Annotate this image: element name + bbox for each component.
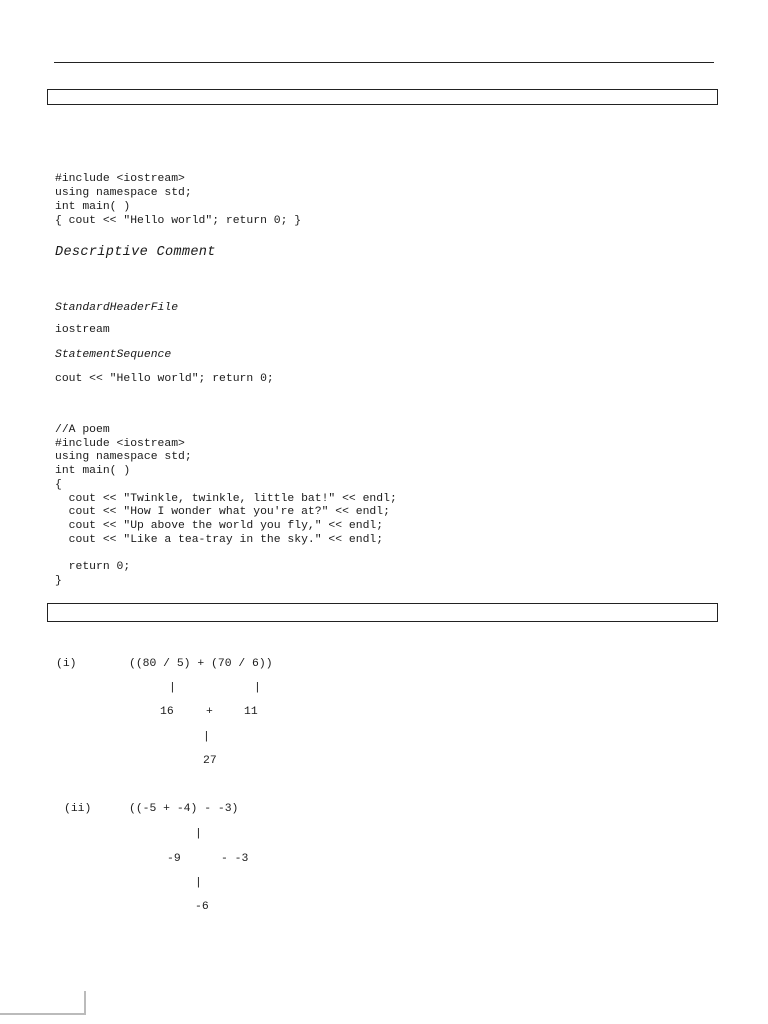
answer-box-1 <box>47 89 718 105</box>
poem-line: { <box>55 479 62 491</box>
tree-value: 11 <box>244 706 258 718</box>
expr-label: (ii) <box>64 803 92 815</box>
statement-value: cout << "Hello world"; return 0; <box>55 373 274 385</box>
tree-bar: | <box>203 731 210 743</box>
page-corner-mark <box>0 991 86 1015</box>
poem-line: using namespace std; <box>55 451 192 463</box>
poem-line: cout << "Twinkle, twinkle, little bat!" << endl; <box>55 493 397 505</box>
tree-bar: | <box>169 682 176 694</box>
code-line: { cout << "Hello world"; return 0; } <box>55 215 302 227</box>
statement-label: StatementSequence <box>55 349 172 361</box>
answer-box-2 <box>47 603 718 622</box>
tree-bar: | <box>195 828 202 840</box>
tree-result: -6 <box>195 901 209 913</box>
poem-line: cout << "Like a tea-tray in the sky." << endl; <box>55 534 384 546</box>
poem-line: cout << "How I wonder what you're at?" << endl; <box>55 506 390 518</box>
tree-value: - -3 <box>221 853 249 865</box>
poem-line: cout << "Up above the world you fly," << endl; <box>55 520 384 532</box>
expr-label: (i) <box>56 658 77 670</box>
tree-value: -9 <box>167 853 181 865</box>
poem-line: //A poem <box>55 424 110 436</box>
poem-line: return 0; <box>55 561 131 573</box>
tree-value: 16 <box>160 706 174 718</box>
code-line: int main( ) <box>55 201 131 213</box>
tree-bar: | <box>195 877 202 889</box>
expr-expression: ((-5 + -4) - -3) <box>129 803 239 815</box>
poem-line: #include <iostream> <box>55 438 185 450</box>
tree-result: 27 <box>203 755 217 767</box>
code-line: using namespace std; <box>55 187 192 199</box>
expr-expression: ((80 / 5) + (70 / 6)) <box>129 658 273 670</box>
poem-line: int main( ) <box>55 465 131 477</box>
header-rule <box>54 62 714 63</box>
tree-operator: + <box>206 706 213 718</box>
header-label: StandardHeaderFile <box>55 302 179 314</box>
tree-bar: | <box>254 682 261 694</box>
descriptive-comment: Descriptive Comment <box>55 245 216 260</box>
header-value: iostream <box>55 324 110 336</box>
code-line: #include <iostream> <box>55 173 185 185</box>
poem-line: } <box>55 575 62 587</box>
